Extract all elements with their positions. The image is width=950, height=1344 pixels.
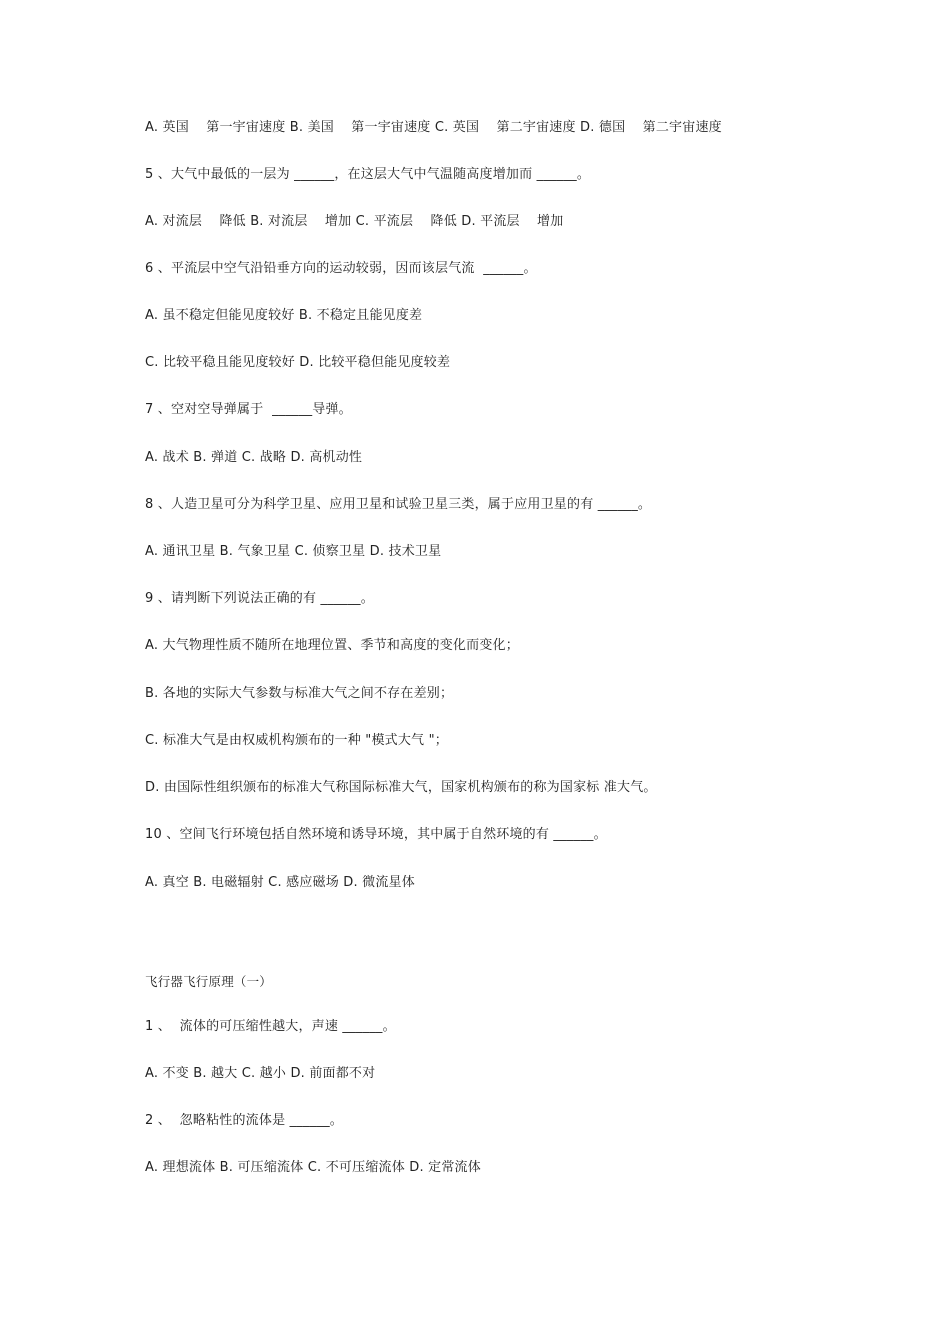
section-title: 飞行器飞行原理（一） [145,974,273,989]
q9-option-d: D. 由国际性组织颁布的标准大气称国际标准大气，国家机构颁布的称为国家标 准大气。 [145,780,657,795]
q9-option-b: B. 各地的实际大气参数与标准大气之间不存在差别； [145,686,454,701]
q6-question: 6 、平流层中空气沿铅垂方向的运动较弱，因而该层气流 ______。 [145,261,537,276]
q8-options: A. 通讯卫星 B. 气象卫星 C. 侦察卫星 D. 技术卫星 [145,544,442,559]
s2-q1-options: A. 不变 B. 越大 C. 越小 D. 前面都不对 [145,1066,376,1081]
q9-question: 9 、请判断下列说法正确的有 ______。 [145,591,374,606]
s2-q2-question: 2 、 忽略粘性的流体是 ______。 [145,1113,344,1128]
q6-options-cd: C. 比较平稳且能见度较好 D. 比较平稳但能见度较差 [145,355,451,370]
q9-option-c: C. 标准大气是由权威机构颁布的一种 "模式大气 "； [145,733,448,748]
q10-question: 10 、空间飞行环境包括自然环境和诱导环境，其中属于自然环境的有 ______。 [145,827,607,842]
q7-options: A. 战术 B. 弹道 C. 战略 D. 高机动性 [145,450,363,465]
q5-question: 5 、大气中最低的一层为 ______，在这层大气中气温随高度增加而 ______。 [145,167,591,182]
q8-question: 8 、人造卫星可分为科学卫星、应用卫星和试验卫星三类，属于应用卫星的有 ______。 [145,497,652,512]
q6-options-ab: A. 虽不稳定但能见度较好 B. 不稳定且能见度差 [145,308,423,323]
q9-option-a: A. 大气物理性质不随所在地理位置、季节和高度的变化而变化； [145,638,519,653]
s2-q1-question: 1 、 流体的可压缩性越大，声速 ______。 [145,1019,396,1034]
q10-options: A. 真空 B. 电磁辐射 C. 感应磁场 D. 微流星体 [145,875,415,890]
q5-options: A. 对流层 降低 B. 对流层 增加 C. 平流层 降低 D. 平流层 增加 [145,214,564,229]
s2-q2-options: A. 理想流体 B. 可压缩流体 C. 不可压缩流体 D. 定常流体 [145,1160,481,1175]
q4-options: A. 英国 第一宇宙速度 B. 美国 第一宇宙速度 C. 英国 第二宇宙速度 D. 德国 第二宇宙速度 [145,120,722,135]
q7-question: 7 、空对空导弹属于 ______导弹。 [145,402,352,417]
